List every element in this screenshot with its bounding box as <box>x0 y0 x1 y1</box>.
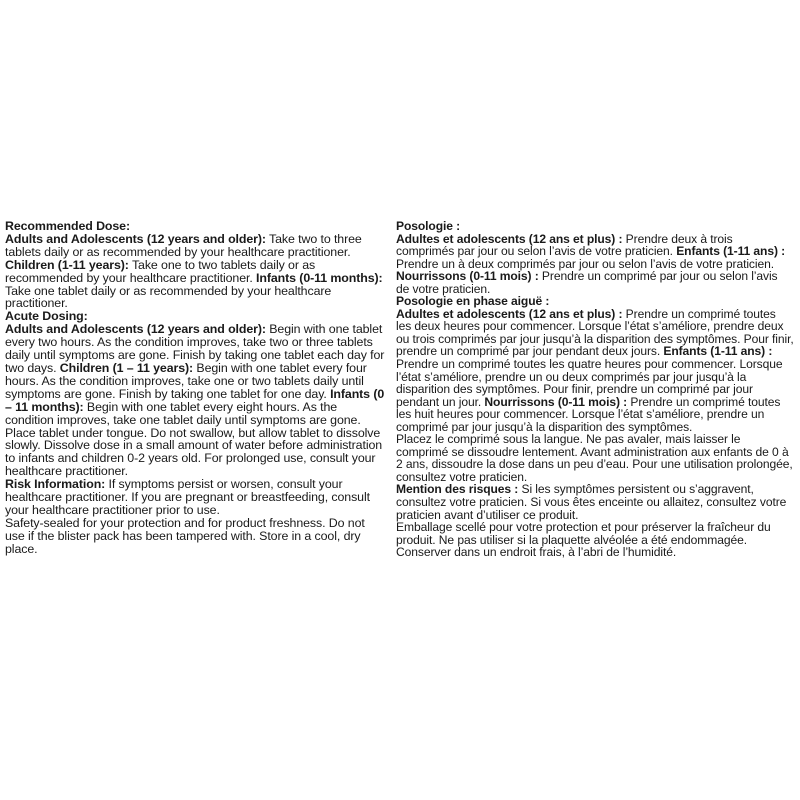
rd-infants-label: Infants (0-11 months): <box>256 270 383 285</box>
rd-adults-text: Take two to three tablets daily or as recommended by your healthcare practitioner. <box>5 231 362 259</box>
rd-children-label: Children (1-11 years): <box>5 257 129 272</box>
ad-infants-label: Infants (0 – 11 months): <box>5 386 385 414</box>
p-children-text: Prendre un à deux comprimés par jour ou selon l’avis de votre praticien. <box>396 256 774 271</box>
directions-text: Place tablet under tongue. Do not swallow, but allow tablet to dissolve slowly. Dissolve dose in a small amount of water before administration to infants and children 0-2 years old. For prolonged use, consult your healthcare practitioner. <box>5 425 383 479</box>
recommended-dose-children-infants <box>5 259 385 311</box>
risk-text-fr: Si les symptômes persistent ou s’aggravent, consultez votre praticien. Si vous êtes enceinte ou allaitez, consultez votre praticien avant d’utiliser ce produit. <box>396 482 787 522</box>
p-infants-text: Prendre un comprimé par jour ou selon l’avis de votre praticien. <box>396 269 778 296</box>
recommended-dose-heading: Recommended Dose: <box>5 219 130 233</box>
posologie-heading: Posologie : <box>396 219 461 233</box>
acute-dosing-body <box>5 323 385 426</box>
ad-children-text: Begin with one tablet every four hours. As the condition improves, take one or two tablets daily until symptoms are gone. Finish by taking one tablet for one day. <box>5 360 367 401</box>
ad-adults-text: Begin with one tablet every two hours. As the condition improves, take two or three tablets daily until symptoms are gone. Finish by taking one tablet each day for two days. <box>5 322 385 375</box>
acute-phase-heading: Posologie en phase aiguë : <box>396 294 550 309</box>
safety-text-fr: Emballage scellé pour votre protection et pour préserver la fraîcheur du produit. Ne pas utiliser si la plaquette alvéolée a été endommagée. Conserver dans un endroit frais, à l’abri de l’humidité. <box>396 520 771 560</box>
p-infants-label: Nourrissons (0-11 mois) : <box>396 269 539 284</box>
rd-infants-text: Take one tablet daily or as recommended by your healthcare practitioner. <box>5 283 332 311</box>
posologie-body <box>396 233 794 296</box>
risk-information <box>5 478 385 517</box>
rd-adults-label: Adults and Adolescents (12 years and older): <box>5 231 266 246</box>
p-adults-label: Adultes et adolescents (12 ans et plus) : <box>396 231 623 246</box>
acute-phase-body <box>396 308 794 433</box>
risk-information-fr <box>396 483 794 521</box>
risk-text: If symptoms persist or worsen, consult your healthcare practitioner. If you are pregnant or breastfeeding, consult your healthcare practitioner prior to use. <box>5 477 370 517</box>
risk-label-fr: Mention des risques : <box>396 482 519 497</box>
french-column <box>396 220 794 559</box>
acute-dosing-heading: Acute Dosing: <box>5 309 88 324</box>
recommended-dose-adults <box>5 233 385 259</box>
a-infants-text: Prendre un comprimé toutes les huit heures pour commencer. Lorsque l’état s’améliore, prendre un comprimé par jour jusqu’à la disparition des symptômes. <box>396 394 781 434</box>
a-children-text: Prendre un comprimé toutes les quatre heures pour commencer. Lorsque l’état s’améliore, prendre un ou deux comprimés par jour jusqu’à la disparition des symptômes. Pour finir, prendre un comprimé par jour pendant un jour. <box>396 357 783 409</box>
p-adults-text: Prendre deux à trois comprimés par jour ou selon l’avis de votre praticien. <box>396 231 733 259</box>
ad-children-label: Children (1 – 11 years): <box>59 360 194 375</box>
p-children-label: Enfants (1-11 ans) : <box>676 244 786 259</box>
directions-text-fr: Placez le comprimé sous la langue. Ne pas avaler, mais laisser le comprimé se dissoudre lentement. Avant administration aux enfants de 0 à 2 ans, dissoudre la dose dans un peu d’eau. Pour une utilisation prolongée, consultez votre praticien. <box>396 432 793 484</box>
risk-label: Risk Information: <box>5 477 106 492</box>
a-infants-label: Nourrissons (0-11 mois) : <box>484 394 628 409</box>
english-column <box>5 220 385 556</box>
rd-children-text: Take one to two tablets daily or as recommended by your healthcare practitioner. <box>5 257 316 285</box>
ad-adults-label: Adults and Adolescents (12 years and older): <box>5 322 266 337</box>
ad-infants-text: Begin with one tablet every eight hours. As the condition improves, take one tablet daily until symptoms are gone. <box>5 399 361 427</box>
a-adults-text: Prendre un comprimé toutes les deux heures pour commencer. Lorsque l’état s’améliore, prendre deux ou trois comprimés par jour jusqu’à la disparition des symptômes. Pour finir, prendre un comprimé par jour pendant deux jours. <box>396 306 794 359</box>
safety-text: Safety-sealed for your protection and for product freshness. Do not use if the blister pack has been tampered with. Store in a cool, dry place. <box>5 515 365 556</box>
a-adults-label: Adultes et adolescents (12 ans et plus) : <box>396 306 623 321</box>
a-children-label: Enfants (1-11 ans) : <box>663 344 773 359</box>
